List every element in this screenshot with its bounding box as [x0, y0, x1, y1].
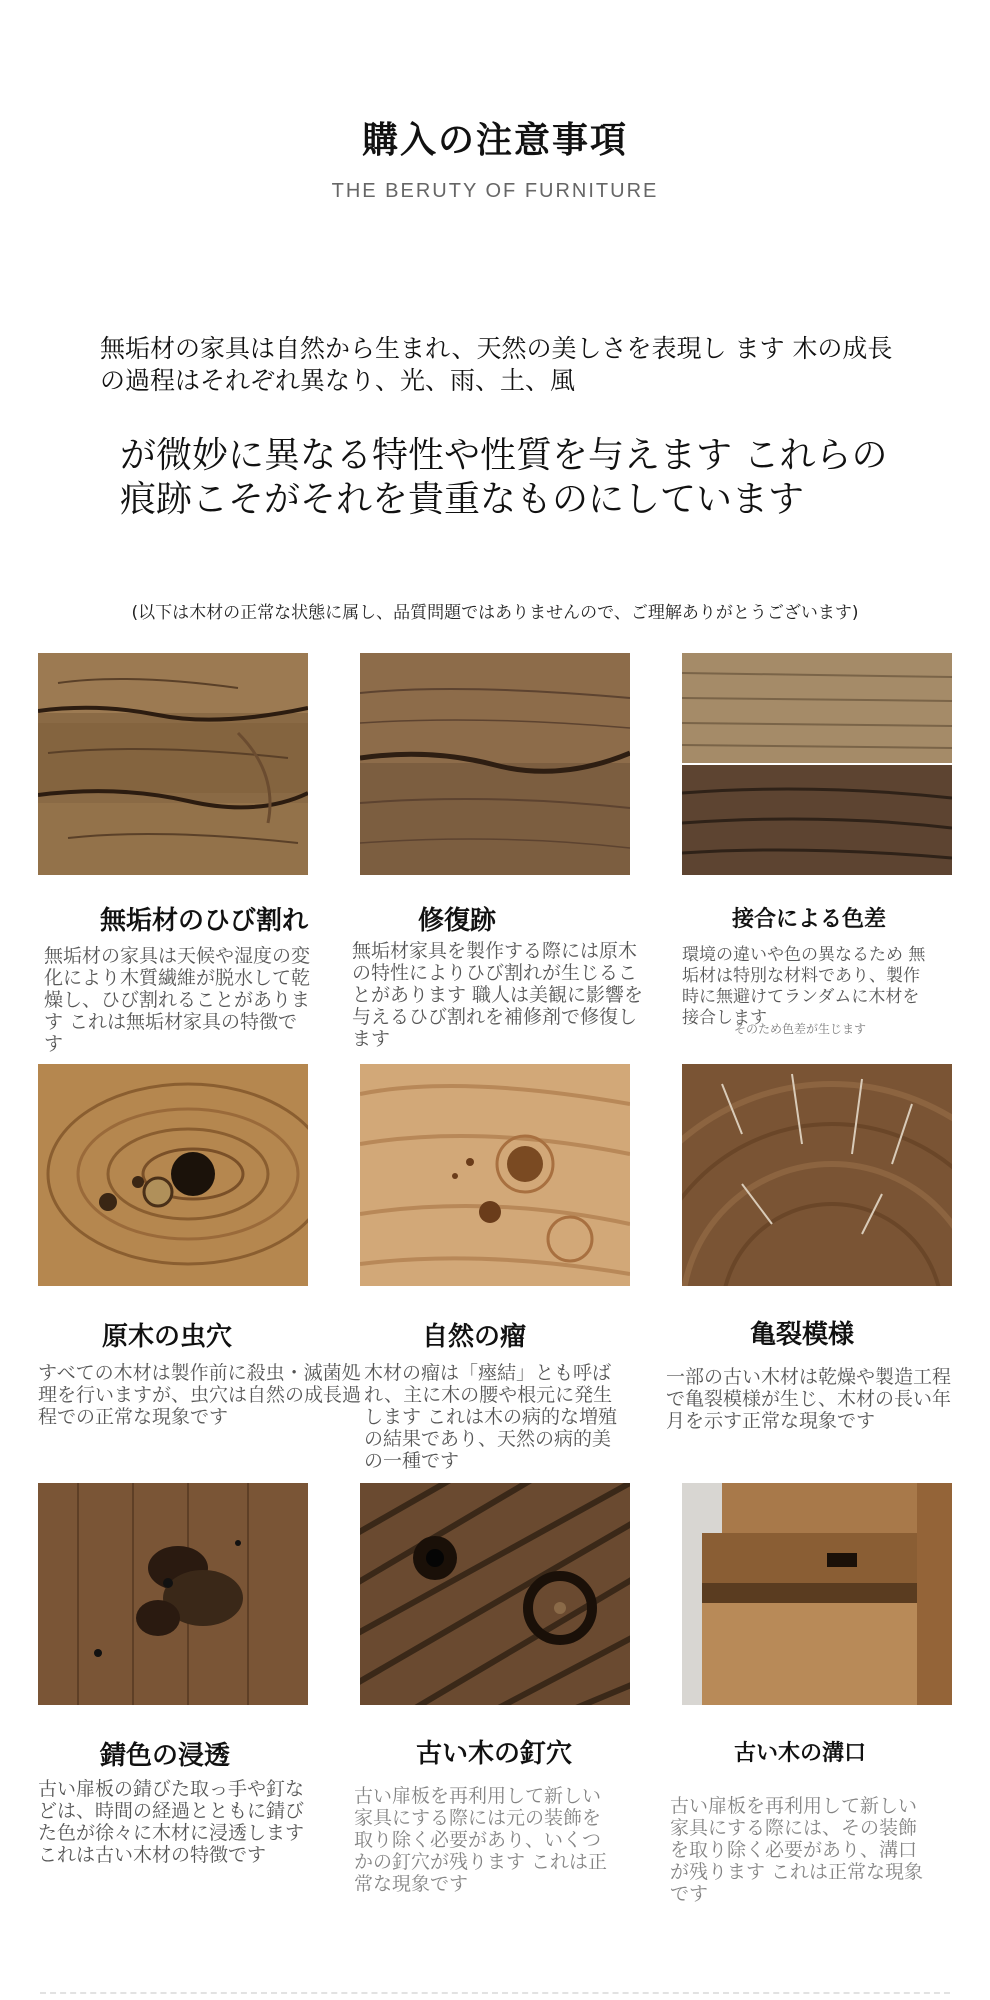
card-title-crack: 無垢材のひび割れ	[100, 906, 309, 936]
rust-stain-photo	[38, 1483, 308, 1705]
groove-photo	[682, 1483, 952, 1705]
nail-hole-photo	[360, 1483, 630, 1705]
card-desc-groove: 古い扉板を再利用して新しい家具にする際には、その装飾を取り除く必要があり、溝口が残ります これは正常な現象です	[670, 1795, 924, 1905]
card-desc-insect-hole: すべての木材は製作前に殺虫・滅菌処理を行いますが、虫穴は自然の成長過程での正常な現象です	[38, 1362, 362, 1428]
bottom-divider	[40, 1992, 950, 1994]
card-title-groove: 古い木の溝口	[734, 1741, 867, 1766]
intro-paragraph-2: が微妙に異なる特性や性質を与えます これらの痕跡こそがそれを貴重なものにしています	[120, 435, 888, 520]
card-desc-repair: 無垢材家具を製作する際には原木の特性によりひび割れが生じることがあります 職人は美観に影響を与えるひび割れを補修剤で修復します	[352, 940, 644, 1050]
crack-pattern-photo	[682, 1064, 952, 1286]
card-title-repair: 修復跡	[418, 906, 497, 936]
page-title: 購入の注意事項	[361, 120, 628, 161]
card-desc-nail-hole: 古い扉板を再利用して新しい家具にする際には元の装飾を取り除く必要があり、いくつかの釘穴が残ります これは正常な現象です	[354, 1785, 608, 1895]
card-desc-color-difference-extra: そのため色差が生じます	[734, 1022, 867, 1036]
wood-crack-photo	[38, 653, 308, 875]
card-desc-rust-stain: 古い扉板の錆びた取っ手や釘などは、時間の経過とともに錆びた色が徐々に木材に浸透します これは古い木材の特徴です	[38, 1778, 305, 1866]
repair-mark-photo	[360, 653, 630, 875]
page-subtitle: THE BERUTY OF FURNITURE	[331, 180, 659, 202]
card-title-rust-stain: 錆色の浸透	[100, 1741, 231, 1771]
card-desc-crack-pattern: 一部の古い木材は乾燥や製造工程で亀裂模様が生じ、木材の長い年月を示す正常な現象です	[666, 1366, 952, 1432]
card-title-insect-hole: 原木の虫穴	[102, 1322, 233, 1352]
natural-knot-photo	[360, 1064, 630, 1286]
card-title-natural-knot: 自然の瘤	[422, 1322, 527, 1352]
card-desc-natural-knot: 木材の瘤は「瘞結」とも呼ばれ、主に木の腰や根元に発生します これは木の病的な増殖の結果であり、天然の病的美の一種です	[364, 1362, 626, 1472]
color-difference-photo	[682, 653, 952, 875]
intro-paragraph-1: 無垢材の家具は自然から生まれ、天然の美しさを表現し ます 木の成長の過程はそれぞれ異なり、光、雨、土、風	[100, 334, 893, 395]
card-desc-crack: 無垢材の家具は天候や湿度の変化により木質繊維が脱水して乾燥し、ひび割れることがあります これは無垢材家具の特徴です	[44, 945, 311, 1055]
insect-hole-photo	[38, 1064, 308, 1286]
card-title-color-difference: 接合による色差	[732, 907, 887, 932]
card-title-crack-pattern: 亀裂模様	[750, 1320, 855, 1350]
card-title-nail-hole: 古い木の釘穴	[416, 1739, 573, 1769]
card-desc-color-difference: 環境の違いや色の異なるため 無垢材は特別な材料であり、製作時に無避けてランダムに木材を接合します	[682, 945, 926, 1028]
quality-note: (以下は木材の正常な状態に属し、品質問題ではありませんので、ご理解ありがとうございます)	[131, 603, 859, 623]
